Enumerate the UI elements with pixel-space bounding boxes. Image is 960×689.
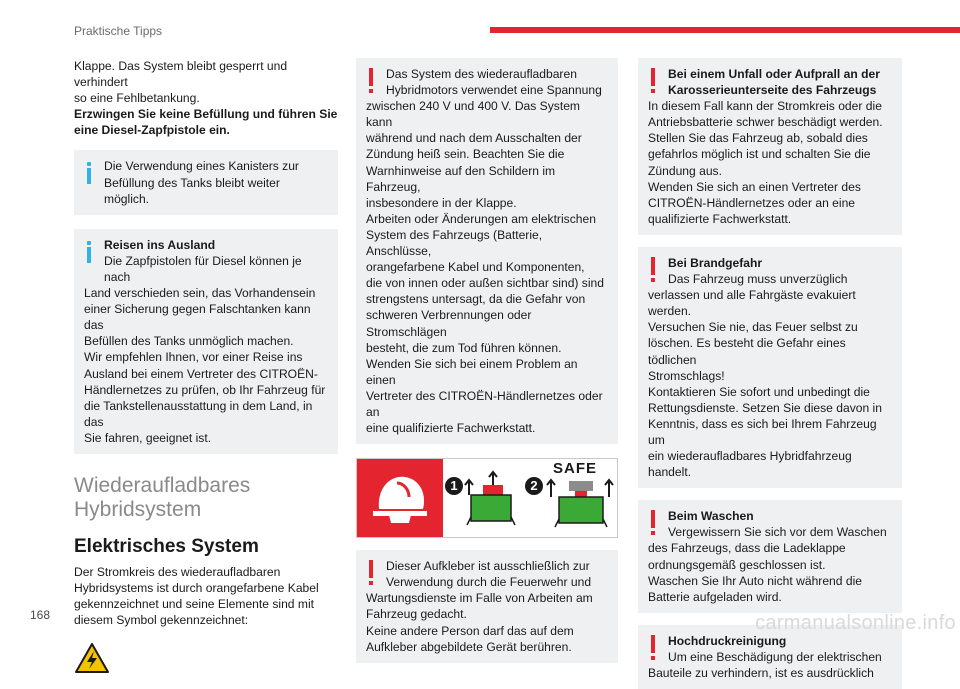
- warning-line: während und nach dem Ausschalten der: [366, 131, 582, 146]
- column-2: [356, 58, 618, 663]
- warning-line: Das System des wiederaufladbaren: [386, 67, 577, 81]
- warning-line: Stromschlags!: [648, 368, 725, 383]
- warning-line: Keine andere Person darf das auf dem: [366, 623, 574, 638]
- warning-title: Beim Waschen: [668, 509, 754, 524]
- warning-line: Zündung heiß sein. Beachten Sie die: [366, 147, 565, 162]
- info-line: Befüllen des Tanks unmöglich machen.: [84, 334, 294, 349]
- info-line: Die Zapfpistolen für Diesel können je nach: [104, 253, 302, 284]
- info-line: Ausland bei einem Vertreter des CITROËN-: [84, 366, 318, 381]
- warning-title: Bei einem Unfall oder Aufprall an der: [668, 67, 880, 81]
- sticker-green-box-1: [465, 469, 519, 529]
- warning-line: des Fahrzeugs, dass die Ladeklappe: [648, 541, 846, 556]
- warning-line: gefahrlos möglich ist und schalten Sie die: [648, 147, 871, 162]
- warning-icon: [649, 257, 657, 283]
- warning-line: besteht, die zum Tod führen können.: [366, 340, 562, 355]
- warning-line: Rettungsdienste. Setzen Sie diese davon in: [648, 400, 882, 415]
- warning-line: Wenden Sie sich bei einem Problem an einen: [366, 356, 578, 387]
- sticker-step-2-number: 2: [530, 478, 538, 494]
- warning-line: In diesem Fall kann der Stromkreis oder die: [648, 99, 882, 114]
- warning-title: Karosserieunterseite des Fahrzeugs: [668, 83, 877, 98]
- warning-line: Das Fahrzeug muss unverzüglich: [668, 272, 848, 287]
- warning-icon: [367, 560, 375, 586]
- warning-line: Batterie aufgeladen wird.: [648, 589, 782, 604]
- body-paragraph: [74, 564, 338, 628]
- warning-line: Verwendung durch die Feuerwehr und: [386, 575, 592, 590]
- info-line: die Tankstellenausstattung in dem Land, in das: [84, 398, 313, 429]
- warning-line: strengstens untersagt, da die Gefahr von: [366, 292, 586, 307]
- firefighter-helmet-icon: [369, 469, 431, 527]
- warning-line: Kenntnis, dass es sich bei Ihrem Fahrzeug um: [648, 416, 877, 447]
- warning-line: löschen. Es besteht die Gefahr eines tödlichen: [648, 336, 846, 367]
- body-line: Hybridsystems ist durch orangefarbene Kabel: [74, 581, 319, 596]
- info-icon: [85, 162, 93, 186]
- warning-line: ordnungsgemäß geschlossen ist.: [648, 557, 826, 572]
- body-line: gekennzeichnet und seine Elemente sind mit: [74, 597, 315, 612]
- high-voltage-warning-icon: [74, 642, 110, 674]
- warning-line: Um eine Beschädigung der elektrischen: [668, 649, 882, 664]
- info-line: Die Verwendung eines Kanisters zur: [104, 159, 299, 174]
- warning-icon: [649, 635, 657, 661]
- warning-title: Hochdruckreinigung: [668, 633, 787, 648]
- warning-line: ein wiederaufladbares Hybridfahrzeug handelt.: [648, 449, 852, 480]
- warning-line: Bauteile zu verhindern, ist es ausdrücklich: [648, 666, 874, 680]
- warning-box-fire: [638, 247, 902, 488]
- sticker-step-1-number: 1: [450, 478, 458, 494]
- info-line: Land verschieden sein, das Vorhandensein: [84, 286, 316, 301]
- warning-line: eine qualifizierte Fachwerkstatt.: [366, 421, 536, 436]
- header-accent-bar: [490, 27, 960, 33]
- section-heading: [74, 474, 338, 522]
- info-line: Sie fahren, geeignet ist.: [84, 430, 212, 445]
- body-line: Der Stromkreis des wiederaufladbaren: [74, 564, 281, 579]
- warning-line: Kontaktieren Sie sofort und unbedingt die: [648, 384, 870, 399]
- body-line: diesem Symbol gekennzeichnet:: [74, 613, 249, 628]
- warning-line: Waschen Sie Ihr Auto nicht während die: [648, 573, 863, 588]
- warning-line: die von innen oder außen sichtbar sind) sind: [366, 276, 604, 291]
- intro-paragraph: [74, 58, 338, 138]
- warning-line: CITROËN-Händlernetzes oder an eine: [648, 195, 856, 210]
- watermark-text: carmanualsonline.info: [755, 612, 956, 634]
- warning-line: Fahrzeug gedacht.: [366, 607, 467, 622]
- warning-line: insbesondere in der Klappe.: [366, 195, 517, 210]
- page-number: 168: [30, 608, 51, 622]
- warning-box-sticker: [356, 550, 618, 663]
- warning-line: Arbeiten oder Änderungen am elektrischen: [366, 211, 596, 226]
- warning-line: Vertreter des CITROËN-Händlernetzes oder an: [366, 388, 603, 419]
- info-line: Händlernetzes zu prüfen, ob Ihr Fahrzeug für: [84, 382, 326, 397]
- warning-line: orangefarbene Kabel und Komponenten,: [366, 260, 585, 275]
- intro-line: Klappe. Das System bleibt gesperrt und verhindert: [74, 59, 288, 90]
- warning-line: Versuchen Sie nie, das Feuer selbst zu: [648, 320, 858, 335]
- warning-box-washing: [638, 500, 902, 613]
- warning-line: qualifizierte Fachwerkstatt.: [648, 211, 792, 226]
- warning-line: zwischen 240 V und 400 V. Das System kann: [366, 99, 581, 130]
- intro-line: so eine Fehlbetankung.: [74, 91, 200, 106]
- section-heading-line: Hybridsystem: [74, 497, 202, 521]
- info-box-title: Reisen ins Ausland: [104, 237, 216, 252]
- warning-line: Zündung aus.: [648, 163, 722, 178]
- column-3: [638, 58, 902, 689]
- sticker-safe-label: SAFE: [553, 460, 598, 478]
- section-heading-line: Wiederaufladbares: [74, 473, 251, 497]
- warning-line: Hybridmotors verwendet eine Spannung: [386, 83, 602, 98]
- info-box-canister: [74, 150, 338, 214]
- warning-icon: [649, 510, 657, 536]
- warning-line: Stellen Sie das Fahrzeug ab, sobald dies: [648, 131, 868, 146]
- info-line: einer Sicherung gegen Falschtanken kann das: [84, 302, 311, 333]
- warning-line: Dieser Aufkleber ist ausschließlich zur: [386, 559, 590, 574]
- info-icon: [85, 241, 93, 265]
- info-line: Befüllung des Tanks bleibt weiter möglich.: [104, 175, 280, 206]
- warning-line: System des Fahrzeugs (Batterie, Anschlüsse,: [366, 227, 543, 259]
- warning-line: Aufkleber abgebildete Gerät berühren.: [366, 639, 572, 654]
- warning-box-accident: [638, 58, 902, 235]
- warning-title: Bei Brandgefahr: [668, 255, 763, 270]
- info-line: Wir empfehlen Ihnen, vor einer Reise ins: [84, 350, 303, 365]
- info-box-travel: [74, 229, 338, 454]
- sticker-green-box-2: [545, 477, 617, 531]
- warning-line: schweren Verbrennungen oder Stromschlägen: [366, 308, 532, 339]
- firefighter-sticker-illustration: [356, 458, 618, 538]
- warning-line: Wartungsdienste im Falle von Arbeiten am: [366, 591, 593, 606]
- warning-box-voltage: [356, 58, 618, 444]
- intro-bold-line: eine Diesel-Zapfpistole ein.: [74, 123, 230, 138]
- warning-icon: [649, 68, 657, 94]
- intro-bold-line: Erzwingen Sie keine Befüllung und führen Sie: [74, 107, 338, 122]
- page-header-title: Praktische Tipps: [74, 24, 163, 38]
- warning-line: Warnhinweise auf den Schildern im Fahrzeug,: [366, 163, 556, 194]
- warning-line: Vergewissern Sie sich vor dem Waschen: [668, 525, 887, 540]
- subsection-heading: Elektrisches System: [74, 535, 259, 557]
- warning-line: Wenden Sie sich an einen Vertreter des: [648, 179, 861, 194]
- warning-line: verlassen und alle Fahrgäste evakuiert werden.: [648, 288, 856, 319]
- column-1: [74, 58, 338, 674]
- warning-line: Antriebsbatterie schwer beschädigt werden.: [648, 115, 883, 130]
- warning-icon: [367, 68, 375, 94]
